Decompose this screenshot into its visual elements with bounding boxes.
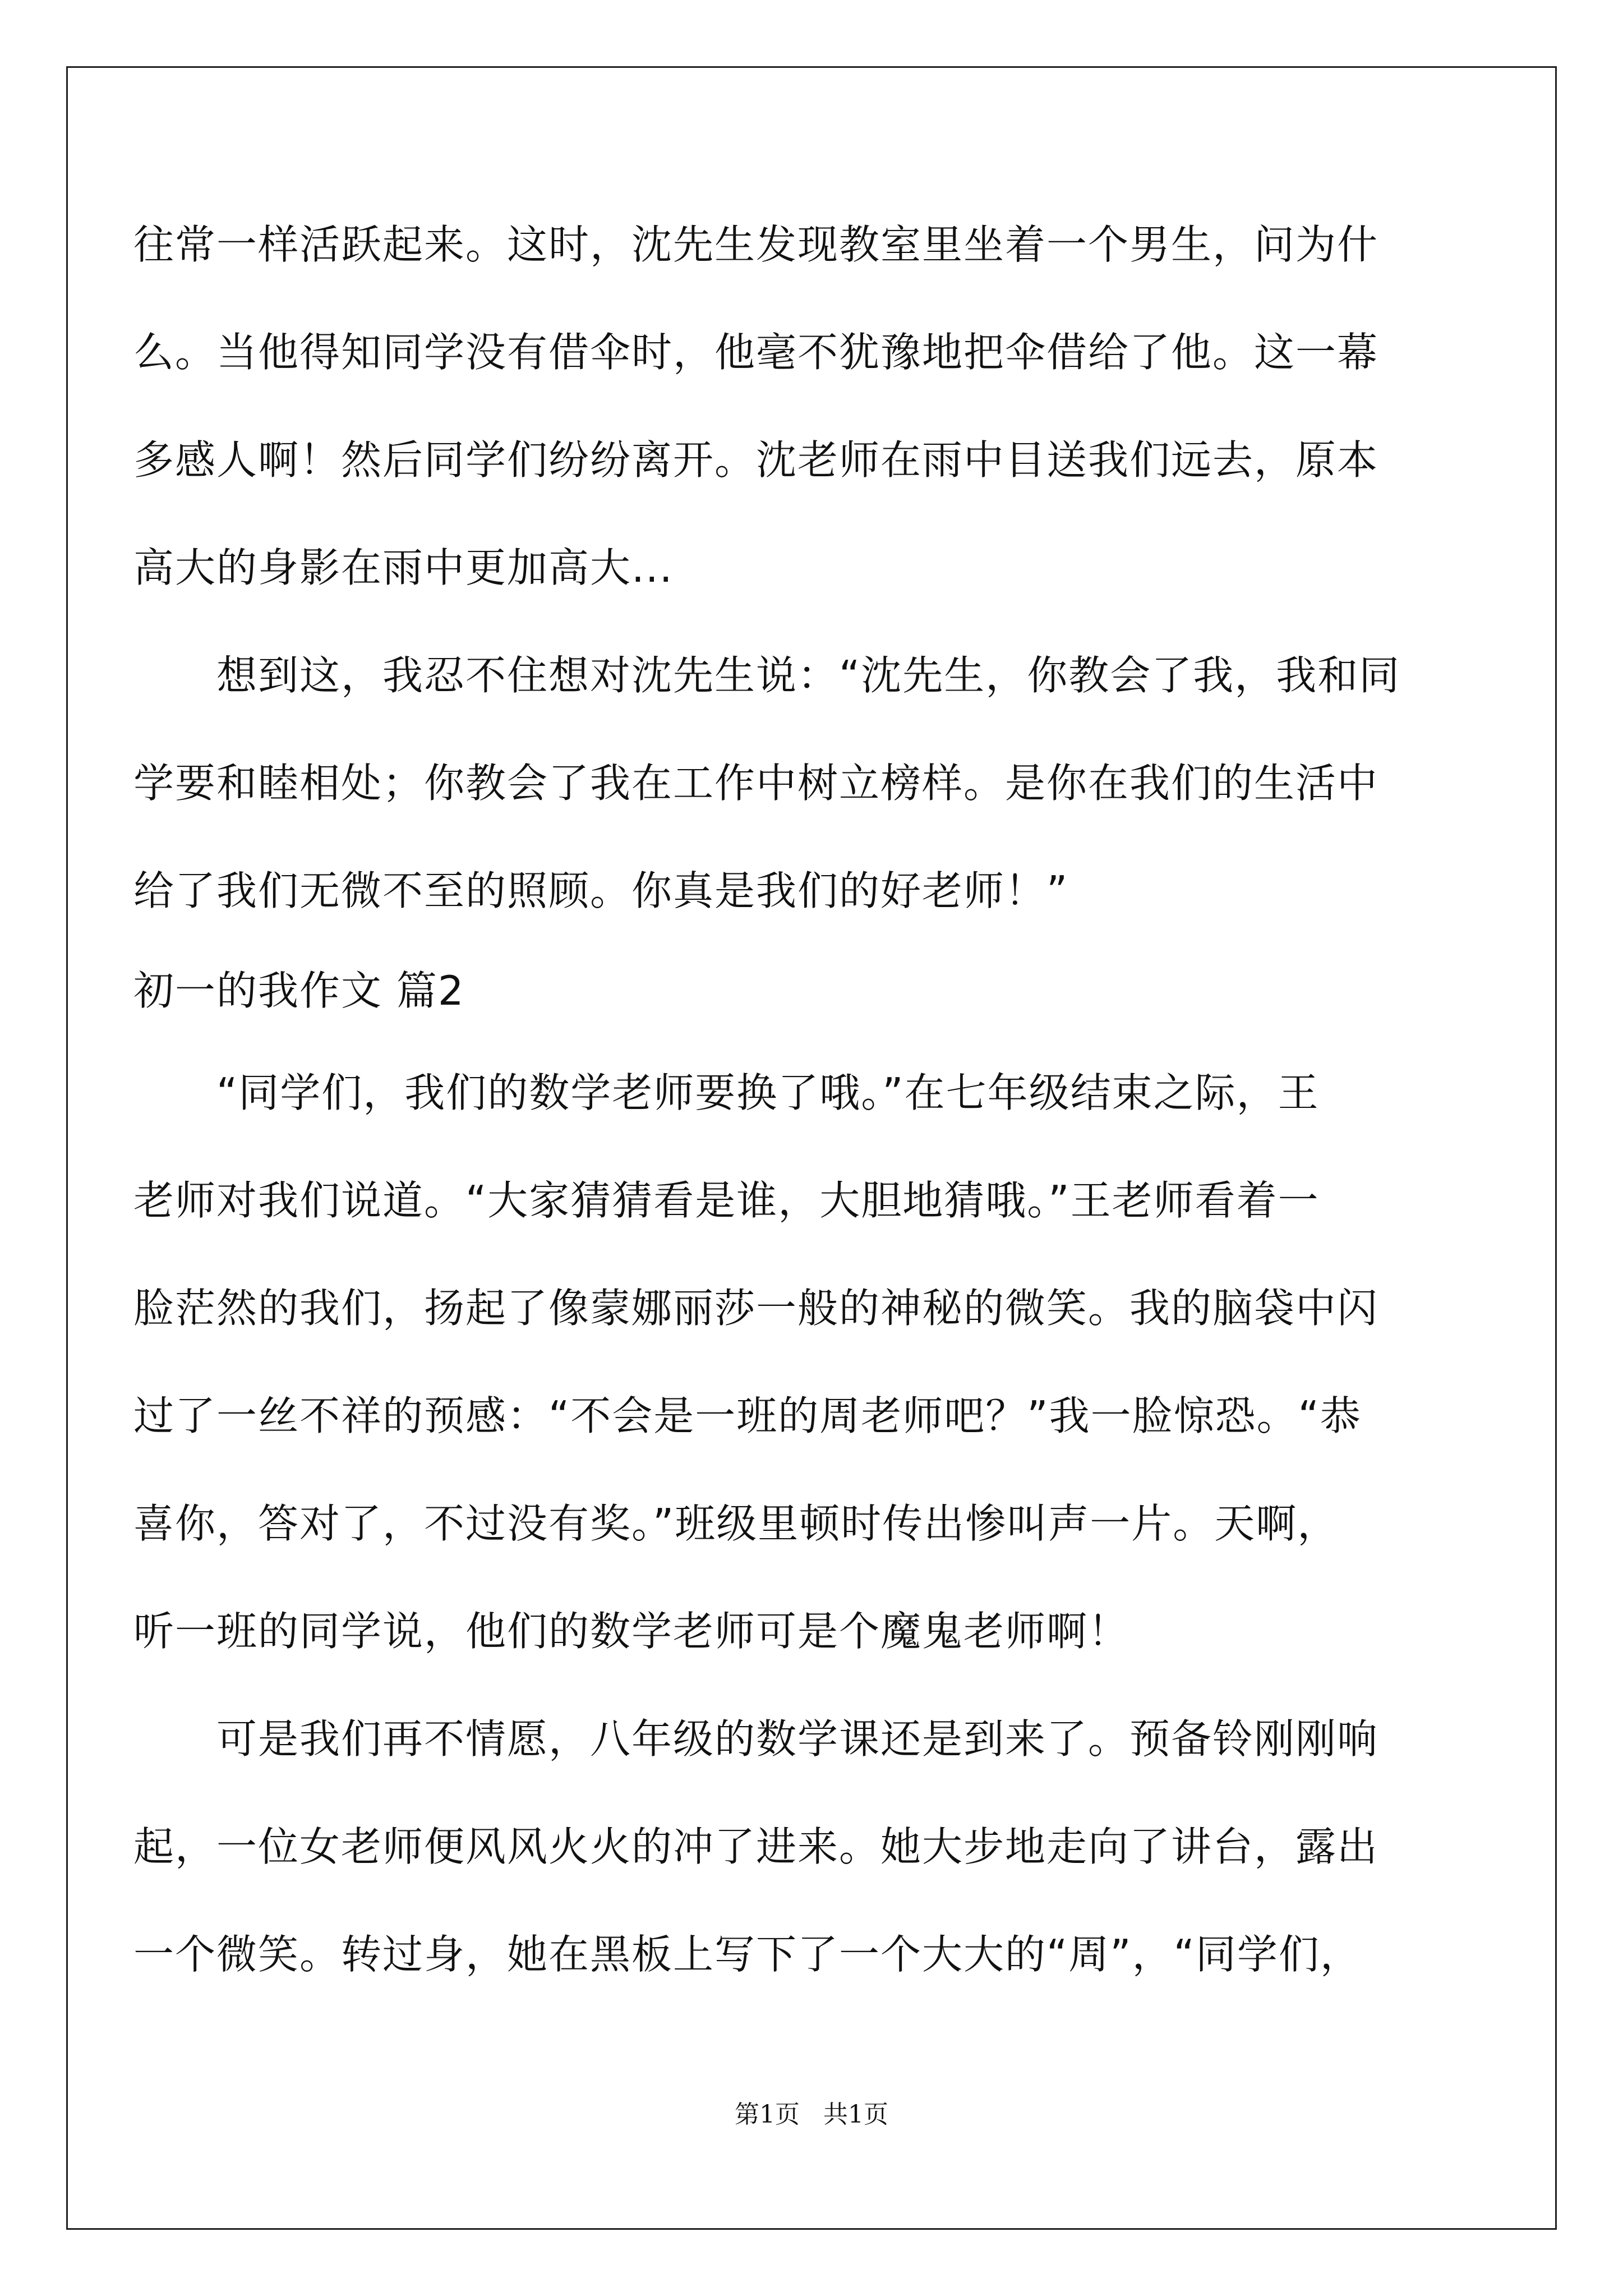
- page-border: [66, 66, 1557, 2230]
- page-total: 共1页: [823, 2100, 888, 2129]
- page-number: 第1页: [735, 2100, 800, 2129]
- text-line: 多感人啊！然后同学们纷纷离开。沈老师在雨中目送我们远去，原本: [133, 436, 1379, 484]
- paragraph-start-line: 可是我们再不情愿，八年级的数学课还是到来了。预备铃刚刚响: [216, 1715, 1379, 1763]
- text-line: 喜你，答对了，不过没有奖。”班级里顿时传出惨叫声一片。天啊，: [133, 1500, 1339, 1547]
- text-line: 过了一丝不祥的预感：“不会是一班的周老师吧？”我一脸惊恐。“恭: [133, 1392, 1362, 1439]
- text-line: 老师对我们说道。“大家猜猜看是谁，大胆地猜哦。”王老师看着一: [133, 1177, 1320, 1224]
- text-line: 学要和睦相处；你教会了我在工作中树立榜样。是你在我们的生活中: [133, 760, 1379, 807]
- text-line: 给了我们无微不至的照顾。你真是我们的好老师！”: [133, 867, 1069, 914]
- page-footer: [0, 2098, 1623, 2132]
- text-line: 起，一位女老师便风风火火的冲了进来。她大步地走向了讲台，露出: [133, 1823, 1379, 1870]
- text-line: 高大的身影在雨中更加高大...: [133, 544, 674, 591]
- paragraph-start-line: 想到这，我忍不住想对沈先生说：“沈先生，你教会了我，我和同: [216, 652, 1401, 699]
- text-line: 么。当他得知同学没有借伞时，他毫不犹豫地把伞借给了他。这一幕: [133, 329, 1379, 376]
- text-line: 往常一样活跃起来。这时，沈先生发现教室里坐着一个男生，问为什: [133, 221, 1379, 268]
- text-line: 听一班的同学说，他们的数学老师可是个魔鬼老师啊！: [133, 1608, 1130, 1655]
- text-line: 脸茫然的我们，扬起了像蒙娜丽莎一般的神秘的微笑。我的脑袋中闪: [133, 1285, 1379, 1332]
- section-heading: 初一的我作文 篇2: [133, 967, 465, 1014]
- paragraph-start-line: “同学们，我们的数学老师要换了哦。”在七年级结束之际，王: [216, 1069, 1320, 1116]
- text-line: 一个微笑。转过身，她在黑板上写下了一个大大的“周”，“同学们，: [133, 1931, 1362, 1978]
